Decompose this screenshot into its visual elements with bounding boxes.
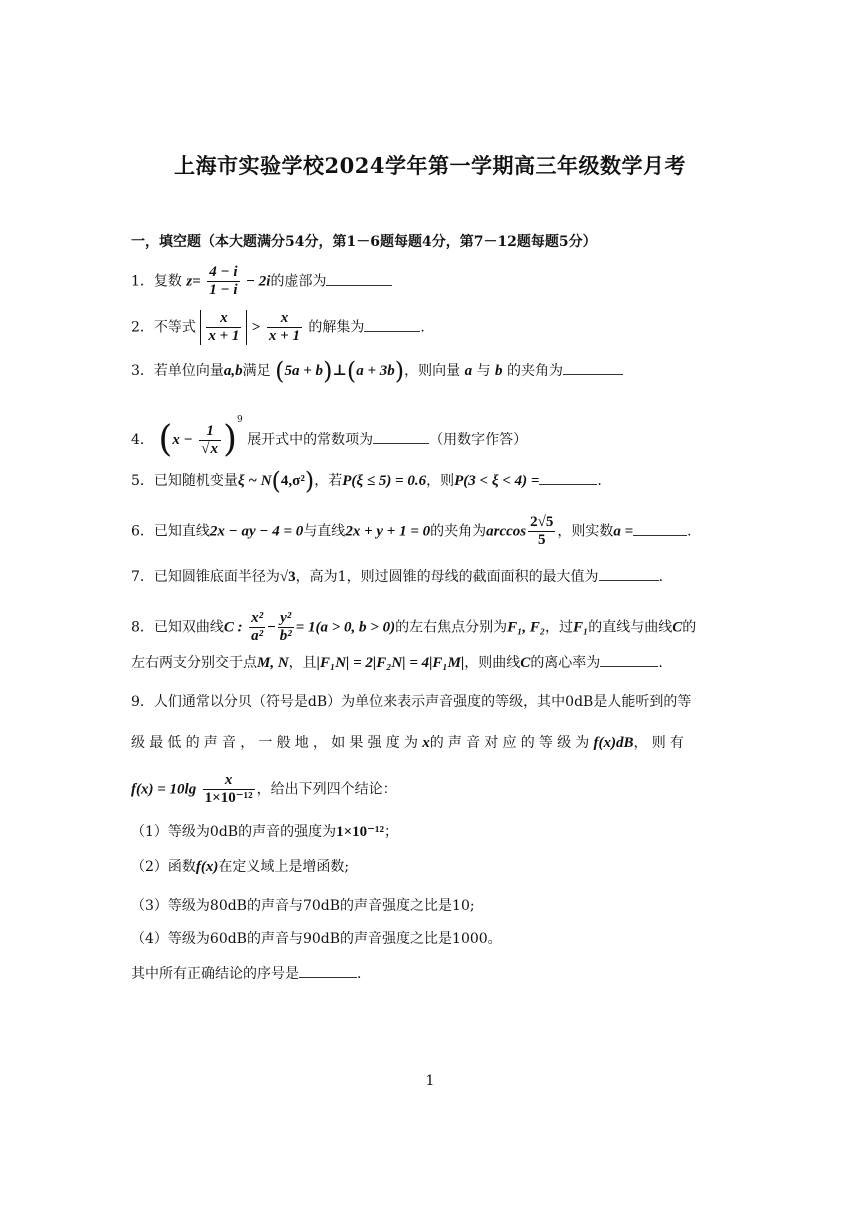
punctuation: . bbox=[687, 523, 692, 540]
question-number: 9． bbox=[131, 694, 154, 710]
question-1 bbox=[131, 264, 392, 299]
question-text: 其中所有正确结论的序号是 bbox=[131, 966, 299, 982]
question-text: ，则曲线 bbox=[464, 655, 521, 671]
question-text: 与 bbox=[476, 363, 491, 379]
math-op: = bbox=[192, 273, 201, 290]
sqrt-icon: √ bbox=[201, 440, 210, 457]
question-number: 7． bbox=[131, 569, 154, 585]
numerator: y² bbox=[280, 610, 292, 626]
absolute-value bbox=[200, 310, 247, 345]
question-3 bbox=[131, 357, 623, 385]
question-text: 的左右焦点分别为 bbox=[395, 619, 508, 636]
numerator: x bbox=[224, 772, 233, 788]
fraction bbox=[207, 264, 239, 299]
paren: ( bbox=[275, 357, 285, 385]
numerator: x bbox=[220, 310, 228, 326]
math-expr: 1×10⁻¹² bbox=[336, 824, 385, 840]
question-text: ，若 bbox=[314, 473, 343, 489]
math-op: ⊥ bbox=[332, 363, 347, 379]
paren: ) bbox=[394, 357, 405, 385]
math-expr: 2x + y + 1 = 0 bbox=[345, 523, 431, 540]
denominator: 1×10⁻¹² bbox=[204, 790, 253, 806]
math-expr: f(x)dB bbox=[593, 735, 634, 751]
question-8 bbox=[131, 610, 696, 645]
fraction bbox=[203, 772, 255, 807]
question-9 bbox=[131, 692, 691, 712]
punctuation: . bbox=[658, 569, 664, 585]
question-text: 满足 bbox=[242, 363, 271, 379]
math-var: x bbox=[422, 735, 430, 751]
denominator: a² bbox=[251, 628, 264, 644]
denominator: x + 1 bbox=[208, 328, 240, 344]
question-text: 的虚部为 bbox=[270, 273, 327, 290]
math-func: arccos bbox=[486, 523, 527, 540]
answer-blank[interactable] bbox=[539, 470, 597, 485]
numerator: x bbox=[280, 310, 289, 326]
punctuation: . bbox=[658, 655, 663, 671]
conclusion-3: （3）等级为80dB的声音与70dB的声音强度之比是10; bbox=[131, 898, 475, 914]
math-expr: − 2i bbox=[245, 273, 271, 290]
question-text: 与直线 bbox=[303, 523, 346, 540]
question-text: 人们通常以分贝（符号是dB）为单位来表示声音强度的等级，其中0dB是人能听到的等 bbox=[153, 694, 692, 710]
denominator: 5 bbox=[528, 531, 555, 549]
paren: ( bbox=[158, 419, 173, 460]
question-text: ，则有 bbox=[633, 735, 689, 751]
answer-blank[interactable] bbox=[299, 963, 357, 978]
math-expr: |F₁N| = 2|F₂N| = 4|F₁M| bbox=[316, 655, 465, 671]
math-expr: a = bbox=[613, 523, 634, 540]
answer-blank[interactable] bbox=[326, 271, 392, 286]
math-op: > bbox=[251, 319, 261, 336]
math-expr: f(x) bbox=[195, 859, 219, 875]
numerator: 1 bbox=[206, 422, 214, 439]
paren: ) bbox=[304, 467, 315, 495]
math-var: b bbox=[495, 363, 503, 379]
fraction bbox=[267, 310, 302, 345]
question-9-line-3 bbox=[131, 772, 397, 807]
question-text: 若单位向量 bbox=[153, 363, 224, 379]
question-text: ，高为1，则过圆锥的母线的截面面积的最大值为 bbox=[295, 569, 599, 585]
question-number: 2． bbox=[131, 319, 154, 336]
question-text: （1）等级为0dB的声音的强度为 bbox=[131, 824, 337, 840]
fraction bbox=[278, 610, 294, 645]
math-expr: 2x − ay − 4 = 0 bbox=[209, 523, 304, 540]
denominator: 1 − i bbox=[209, 282, 238, 298]
math-vectors: a,b bbox=[223, 363, 243, 379]
answer-blank[interactable] bbox=[373, 429, 429, 444]
math-expr: √3 bbox=[279, 569, 296, 585]
answer-blank[interactable] bbox=[364, 317, 420, 332]
math-var: F₁ bbox=[573, 619, 589, 636]
question-number: 6． bbox=[131, 523, 154, 540]
question-number: 3． bbox=[131, 363, 154, 379]
question-text: 的离心率为 bbox=[530, 655, 601, 671]
fraction bbox=[528, 514, 555, 549]
page-number: 1 bbox=[425, 1073, 435, 1089]
section-heading: 一，填空题（本大题满分54分，第1－6题每题4分，第7－12题每题5分） bbox=[131, 234, 597, 250]
numerator: 2√5 bbox=[530, 514, 554, 530]
question-4 bbox=[131, 410, 527, 458]
question-text: ，给出下列四个结论： bbox=[256, 781, 397, 798]
question-text: ，则向量 bbox=[404, 363, 461, 379]
question-text: 在定义域上是增函数; bbox=[218, 859, 350, 875]
denominator: b² bbox=[279, 628, 292, 644]
conclusion-1 bbox=[131, 822, 398, 842]
question-text: 已知直线 bbox=[153, 523, 210, 540]
question-text: ，则实数 bbox=[557, 523, 614, 540]
question-text: 已知圆锥底面半径为 bbox=[153, 569, 280, 585]
question-text: 的解集为 bbox=[308, 319, 365, 336]
question-6 bbox=[131, 514, 692, 549]
answer-blank[interactable] bbox=[563, 360, 623, 375]
question-text: 已知随机变量 bbox=[153, 473, 238, 489]
paren: ( bbox=[346, 357, 357, 385]
paren: ( bbox=[271, 467, 281, 495]
answer-blank[interactable] bbox=[600, 652, 658, 667]
exam-title: 上海市实验学校2024学年第一学期高三年级数学月考 bbox=[174, 153, 686, 178]
math-var: C : bbox=[223, 619, 243, 636]
math-expr: f(x) = 10lg bbox=[131, 781, 197, 798]
question-text: 左右两支分别交于点 bbox=[131, 655, 257, 671]
fraction bbox=[206, 310, 241, 345]
math-expr: a + 3b bbox=[356, 363, 395, 379]
fraction bbox=[249, 610, 265, 645]
question-text: 的直线与曲线 bbox=[588, 619, 673, 636]
question-text: 复数 bbox=[153, 273, 182, 290]
question-2 bbox=[131, 310, 425, 345]
answer-blank[interactable] bbox=[599, 566, 659, 581]
question-5 bbox=[131, 467, 602, 495]
conclusion-2 bbox=[131, 857, 349, 877]
math-var: C bbox=[672, 619, 683, 636]
question-text: ，过 bbox=[545, 619, 574, 636]
math-expr: x − bbox=[172, 432, 193, 448]
math-expr: P(ξ ≤ 5) = 0.6 bbox=[342, 473, 427, 489]
question-text: （用数字作答） bbox=[429, 432, 528, 448]
question-text: 的夹角为 bbox=[430, 523, 487, 540]
question-text: ，且 bbox=[288, 655, 317, 671]
question-7 bbox=[131, 566, 663, 587]
math-expr: P(3 < ξ < 4) = bbox=[454, 473, 540, 489]
question-text: 的 bbox=[682, 619, 697, 636]
math-var: C bbox=[520, 655, 531, 671]
exponent: 9 bbox=[237, 415, 243, 425]
question-text: 级最低的声音，一般地，如果强度为 bbox=[131, 735, 423, 751]
question-text: （2）函数 bbox=[131, 859, 196, 875]
math-expr: F₁, F₂ bbox=[507, 619, 546, 636]
question-8-line-2 bbox=[131, 652, 663, 673]
question-text: 的夹角为 bbox=[506, 363, 563, 379]
math-expr: M, N bbox=[257, 655, 289, 671]
denominator: x + 1 bbox=[268, 328, 300, 344]
question-text: 已知双曲线 bbox=[153, 619, 224, 636]
question-text: 展开式中的常数项为 bbox=[247, 432, 374, 448]
punctuation: . bbox=[420, 319, 425, 336]
conclusion-4: （4）等级为60dB的声音与90dB的声音强度之比是1000。 bbox=[131, 931, 502, 947]
numerator: 4 − i bbox=[209, 264, 238, 280]
paren: ) bbox=[323, 357, 333, 385]
numerator: x² bbox=[251, 610, 264, 626]
math-op: − bbox=[267, 619, 276, 636]
question-9-line-2 bbox=[131, 733, 688, 753]
fraction bbox=[199, 423, 221, 458]
question-number: 8． bbox=[131, 619, 154, 636]
math-var: a bbox=[464, 363, 473, 379]
math-expr: ξ ~ N bbox=[237, 473, 272, 489]
math-expr: 5a + b bbox=[284, 363, 324, 379]
math-expr: = 1(a > 0, b > 0) bbox=[295, 619, 396, 636]
question-number: 1． bbox=[131, 273, 154, 290]
question-text: 的声音对应的等级为 bbox=[429, 735, 594, 751]
math-var: z bbox=[186, 273, 193, 290]
question-text: ，则 bbox=[426, 473, 455, 489]
denominator: x bbox=[210, 440, 218, 457]
question-9-final bbox=[131, 963, 361, 984]
question-number: 5． bbox=[131, 473, 154, 489]
punctuation: . bbox=[357, 966, 362, 982]
answer-blank[interactable] bbox=[633, 521, 687, 536]
paren: ) bbox=[222, 419, 237, 460]
punctuation: ； bbox=[384, 824, 399, 840]
question-text: 不等式 bbox=[153, 319, 196, 336]
question-number: 4． bbox=[131, 432, 154, 448]
punctuation: . bbox=[597, 473, 602, 489]
math-expr: 4,σ² bbox=[280, 473, 305, 489]
